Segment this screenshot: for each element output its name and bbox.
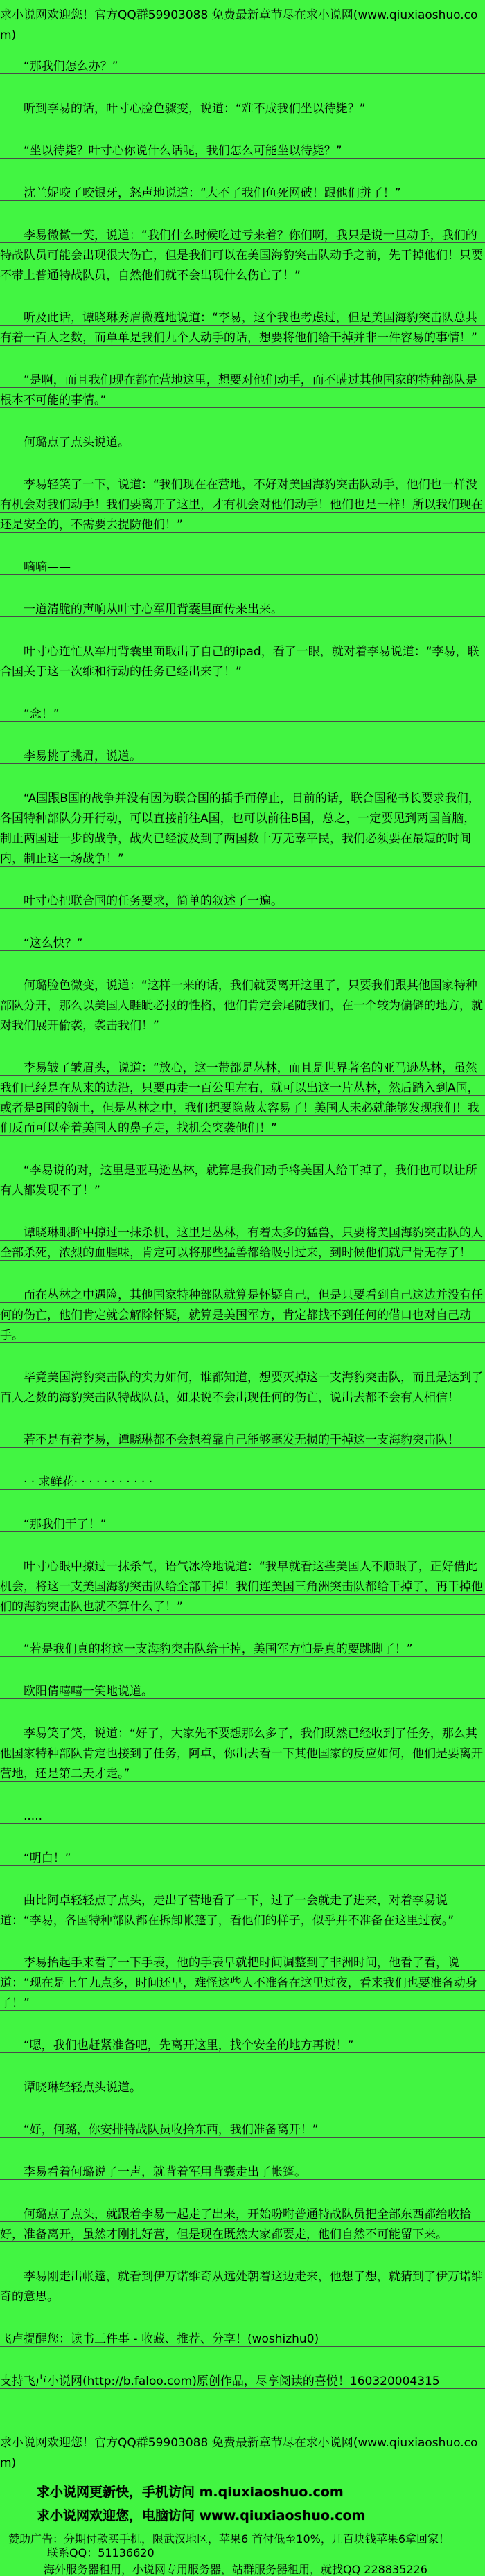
footer-mobile-access-line: 求小说网更新快，手机访问 m.qiuxiaoshuo.com bbox=[37, 2485, 344, 2500]
paragraph: “A国跟B国的战争并没有因为联合国的插手而停止，目前的话，联合国秘书长要求我们，各国特种部队分开行动，可以直接前往A国，也可以前往B国，总之，一定要见到两国首脑，制止两国进一步的战争，战火已经波及到了两国数十万无辜平民，我们必须要在最短的时间内，制止这一场战争！” bbox=[0, 789, 485, 869]
paragraph: “李易说的对，这里是亚马逊丛林，就算是我们动手将美国人给干掉了，我们也可以让所有人都发现不了！” bbox=[0, 1161, 485, 1201]
paragraph: 何璐点了点头，就跟着李易一起走了出来，开始吩咐普通特战队员把全部东西都给收拾好，准备离开，虽然才刚扎好营，但是现在既然大家都要走，他们自然不可能留下来。 bbox=[0, 2205, 485, 2245]
paragraph: 毕竟美国海豹突击队的实力如何，谁都知道，想要灭掉这一支海豹突击队，而且是达到了百人之数的海豹突击队特战队员，如果说不会出现任何的伤亡，说出去都不会有人相信！ bbox=[0, 1368, 485, 1408]
paragraph: 听到李易的话，叶寸心脸色骤变，说道：“难不成我们坐以待毙？” bbox=[0, 99, 485, 119]
paragraph: “好，何璐，你安排特战队员收拾东西，我们准备离开！” bbox=[0, 2120, 485, 2140]
paragraph: “嗯，我们也赶紧准备吧，先离开这里，找个安全的地方再说！” bbox=[0, 2036, 485, 2056]
paragraph: 李易挑了挑眉，说道。 bbox=[0, 747, 485, 767]
paragraph: “坐以待毙？叶寸心你说什么话呢，我们怎么可能坐以待毙？” bbox=[0, 141, 485, 161]
paragraph: 李易笑了笑，说道：“好了，大家先不要想那么多了，我们既然已经收到了任务，那么其他国家特种部队肯定也接到了任务，阿卓，你出去看一下其他国家的反应如何，他们是要离开营地，还是第二天才走。” bbox=[0, 1724, 485, 1784]
paragraph: 叶寸心把联合国的任务要求，简单的叙述了一遍。 bbox=[0, 891, 485, 912]
paragraph: 曲比阿卓轻轻点了点头，走出了营地看了一下，过了一会就走了进来，对着李易说道：“李易，各国特种部队都在拆卸帐篷了，看他们的样子，似乎并不准备在这里过夜。” bbox=[0, 1891, 485, 1931]
paragraph: 嘀嘀—— bbox=[0, 558, 485, 578]
footer-ad-installment-line: 赞助广告：分期付款买手机，限武汉地区，苹果6 首付低至10%，几百块钱苹果6拿回家！ bbox=[8, 2532, 450, 2546]
paragraph: 李易微微一笑，说道：“我们什么时候吃过亏来着？你们啊，我只是说一旦动手，我们的特战队员可能会出现很大伤亡，但是我们可以在美国海豹突击队动手之前，先干掉他们！只要不带上普通特战队员，自然他们就不会出现什么伤亡了！” bbox=[0, 226, 485, 286]
paragraph: 谭晓琳轻轻点头说道。 bbox=[0, 2078, 485, 2098]
paragraph: 支持飞卢小说网(http://b.faloo.com)原创作品，尽享阅读的喜悦！160320004315 bbox=[0, 2372, 485, 2392]
paragraph: 李易抬起手来看了一下手表，他的手表早就把时间调整到了非洲时间，他看了看，说道：“现在是上午九点多，时间还早，难怪这些人不准备在这里过夜，看来我们也要准备动身了！” bbox=[0, 1953, 485, 2014]
paragraph: 李易皱了皱眉头，说道：“放心，这一带都是丛林，而且是世界著名的亚马逊丛林，虽然我们已经是在从来的边沿，只要再走一百公里左右，就可以出这一片丛林，然后踏入到A国，或者是B国的领土，但是丛林之中，我们想要隐蔽太容易了！美国人未必就能够发现我们！我们反而可以牵着美国人的鼻子走，找机会突袭他们！” bbox=[0, 1058, 485, 1139]
paragraph: 沈兰妮咬了咬银牙，怒声地说道：“大不了我们鱼死网破！跟他们拼了！” bbox=[0, 184, 485, 204]
paragraph: ..... bbox=[0, 1806, 485, 1827]
footer-ad-contact-qq-line: 联系QQ：51136620 bbox=[47, 2546, 155, 2559]
footer bbox=[0, 2433, 485, 2576]
paragraph: 听及此话，谭晓琳秀眉微蹙地说道：“李易，这个我也考虑过，但是美国海豹突击队总共有着一百人之数，而单单是我们九个人动手的话，想要将他们给干掉并非一件容易的事情！” bbox=[0, 308, 485, 348]
novel-reader-page bbox=[0, 6, 485, 2576]
paragraph: “那我们怎么办？” bbox=[0, 57, 485, 77]
novel-text bbox=[0, 57, 485, 2392]
paragraph: 李易刚走出帐篷，就看到伊万诺维奇从远处朝着这边走来，他想了想，就猜到了伊万诺维奇的意思。 bbox=[0, 2267, 485, 2307]
paragraph: 若不是有着李易，谭晓琳都不会想着靠自己能够毫发无损的干掉这一支海豹突击队！ bbox=[0, 1430, 485, 1450]
paragraph: “若是我们真的将这一支海豹突击队给干掉，美国军方怕是真的要跳脚了！” bbox=[0, 1640, 485, 1660]
paragraph: 何璐脸色微变，说道：“这样一来的话，我们就要离开这里了，只要我们跟其他国家特种部队分开，那么以美国人睚眦必报的性格，他们肯定会尾随我们，在一个较为偏僻的地方，就对我们展开偷袭，袭击我们！” bbox=[0, 976, 485, 1036]
paragraph: “念！” bbox=[0, 704, 485, 725]
paragraph: 何璐点了点头说道。 bbox=[0, 433, 485, 453]
paragraph: 欧阳倩嘻嘻一笑地说道。 bbox=[0, 1682, 485, 1702]
paragraph: 而在丛林之中遇险，其他国家特种部队就算是怀疑自己，但是只要看到自己这边并没有任何的伤亡，他们肯定就会解除怀疑，就算是美国军方，肯定都找不到任何的借口也对自己动手。 bbox=[0, 1286, 485, 1346]
paragraph: 一道清脆的声响从叶寸心军用背囊里面传来出来。 bbox=[0, 600, 485, 620]
paragraph: “这么快？” bbox=[0, 934, 485, 954]
paragraph: · · 求鲜花· · · · · · · · · · · bbox=[0, 1473, 485, 1493]
paragraph: 飞卢提醒您：读书三件事 - 收藏、推荐、分享！(woshizhu0) bbox=[0, 2329, 485, 2350]
paragraph: 叶寸心连忙从军用背囊里面取出了自己的ipad，看了一眼，就对着李易说道：“李易，联合国关于这一次维和行动的任务已经出来了！” bbox=[0, 642, 485, 682]
paragraph: 谭晓琳眼眸中掠过一抹杀机，这里是丛林，有着太多的猛兽，只要将美国海豹突击队的人全部杀死，浓烈的血腥味，肯定可以将那些猛兽都给吸引过来，到时候他们就尸骨无存了！ bbox=[0, 1223, 485, 1263]
paragraph: “明白！” bbox=[0, 1849, 485, 1869]
footer-pc-access-line: 求小说网欢迎您，电脑访问 www.qiuxiaoshuo.com bbox=[37, 2508, 366, 2523]
footer-ad-server-rental-line: 海外服务器租用，小说网专用服务器，站群服务器租用，就找QQ 228835226 bbox=[44, 2563, 427, 2576]
paragraph: 李易轻笑了一下，说道：“我们现在在营地，不好对美国海豹突击队动手，他们也一样没有机会对我们动手！我们要离开了这里，才有机会对他们动手！他们也是一样！所以我们现在还是安全的，不需要去提防他们！” bbox=[0, 475, 485, 535]
paragraph: “那我们干了！” bbox=[0, 1515, 485, 1535]
paragraph: “是啊，而且我们现在都在营地这里，想要对他们动手，而不瞒过其他国家的特种部队是根本不可能的事情。” bbox=[0, 371, 485, 411]
header-welcome-line: 求小说网欢迎您！官方QQ群59903088 免费最新章节尽在求小说网(www.qiuxiaoshuo.com) bbox=[0, 8, 478, 42]
paragraph: 叶寸心眼中掠过一抹杀气，语气冰冷地说道：“我早就看这些美国人不顺眼了，正好借此机会，将这一支美国海豹突击队给全部干掉！我们连美国三角洲突击队都给干掉了，再干掉他们的海豹突击队也就不算什么了！” bbox=[0, 1557, 485, 1617]
footer-welcome-line: 求小说网欢迎您！官方QQ群59903088 免费最新章节尽在求小说网(www.qiuxiaoshuo.com) bbox=[0, 2436, 478, 2470]
paragraph: 李易看着何璐说了一声，就背着军用背囊走出了帐篷。 bbox=[0, 2162, 485, 2183]
